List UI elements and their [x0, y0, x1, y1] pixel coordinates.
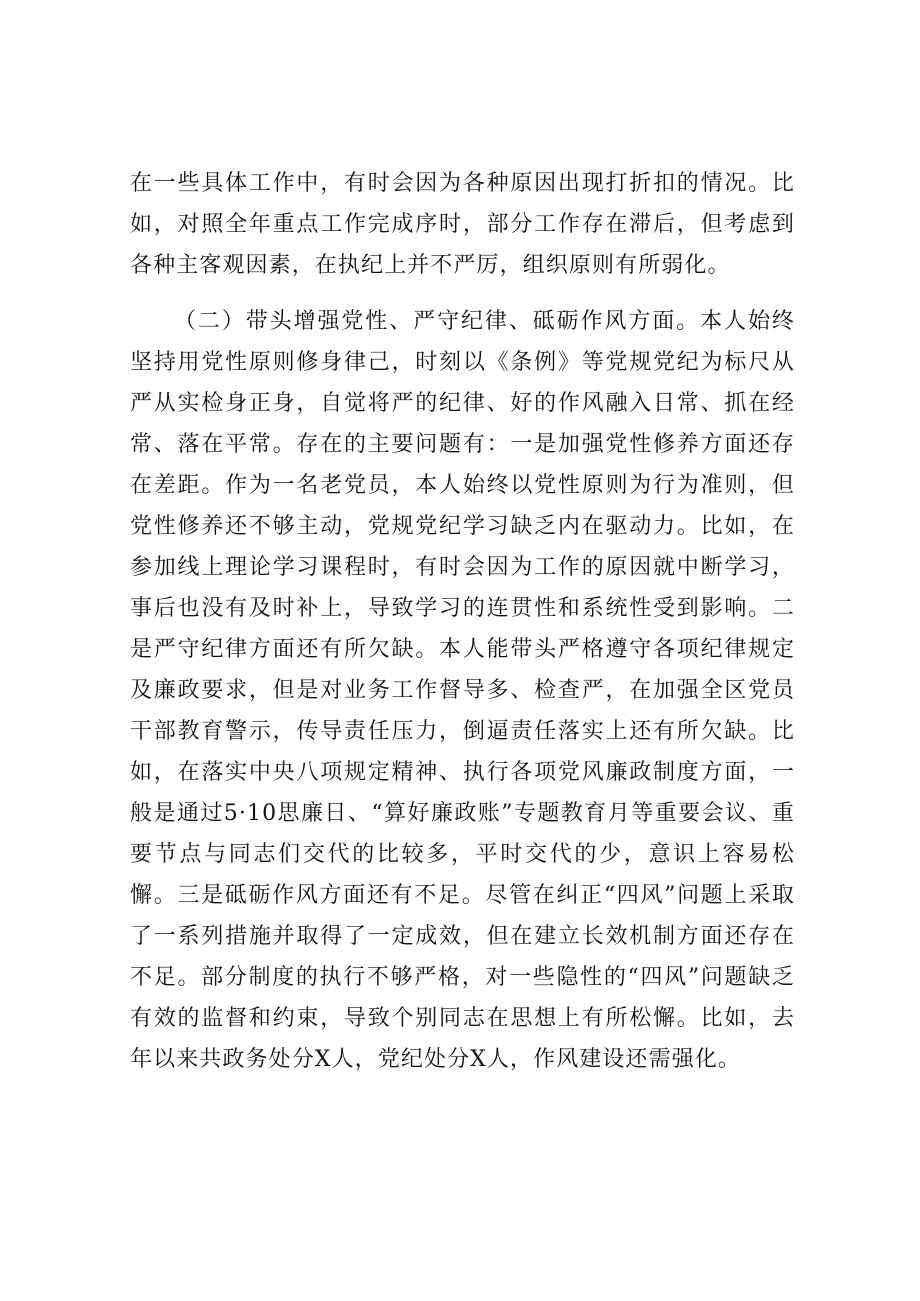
paragraph-continuation: 在一些具体工作中，有时会因为各种原因出现打折扣的情况。比如，对照全年重点工作完成序时，部分工作存在滞后，但考虑到各种主客观因素，在执纪上并不严厉，组织原则有所弱化。	[130, 171, 795, 278]
paragraph-section-two: （二）带头增强党性、严守纪律、砥砺作风方面。本人始终坚持用党性原则修身律己，时刻以《条例》等党规党纪为标尺从严从实检身正身，自觉将严的纪律、好的作风融入日常、抓在经常、落在平常。存在的主要问题有：一是加强党性修养方面还存在差距。作为一名老党员，本人始终以党性原则为行为准则，但党性修养还不够主动，党规党纪学习缺乏内在驱动力。比如，在参加线上理论学习课程时，有时会因为工作的原因就中断学习，事后也没有及时补上，导致学习的连贯性和系统性受到影响。二是严守纪律方面还有所欠缺。本人能带头严格遵守各项纪律规定及廉政要求，但是对业务工作督导多、检查严，在加强全区党员干部教育警示，传导责任压力，倒逼责任落实上还有所欠缺。比如，在落实中央八项规定精神、执行各项党风廉政制度方面，一般是通过5·10思廉日、“算好廉政账”专题教育月等重要会议、重要节点与同志们交代的比较多，平时交代的少，意识上容易松懈。三是砥砺作风方面还有不足。尽管在纠正“四风”问题上采取了一系列措施并取得了一定成效，但在建立长效机制方面还存在不足。部分制度的执行不够严格，对一些隐性的“四风”问题缺乏有效的监督和约束，导致个别同志在思想上有所松懈。比如，去年以来共政务处分X人，党纪处分X人，作风建设还需强化。	[130, 309, 795, 1072]
